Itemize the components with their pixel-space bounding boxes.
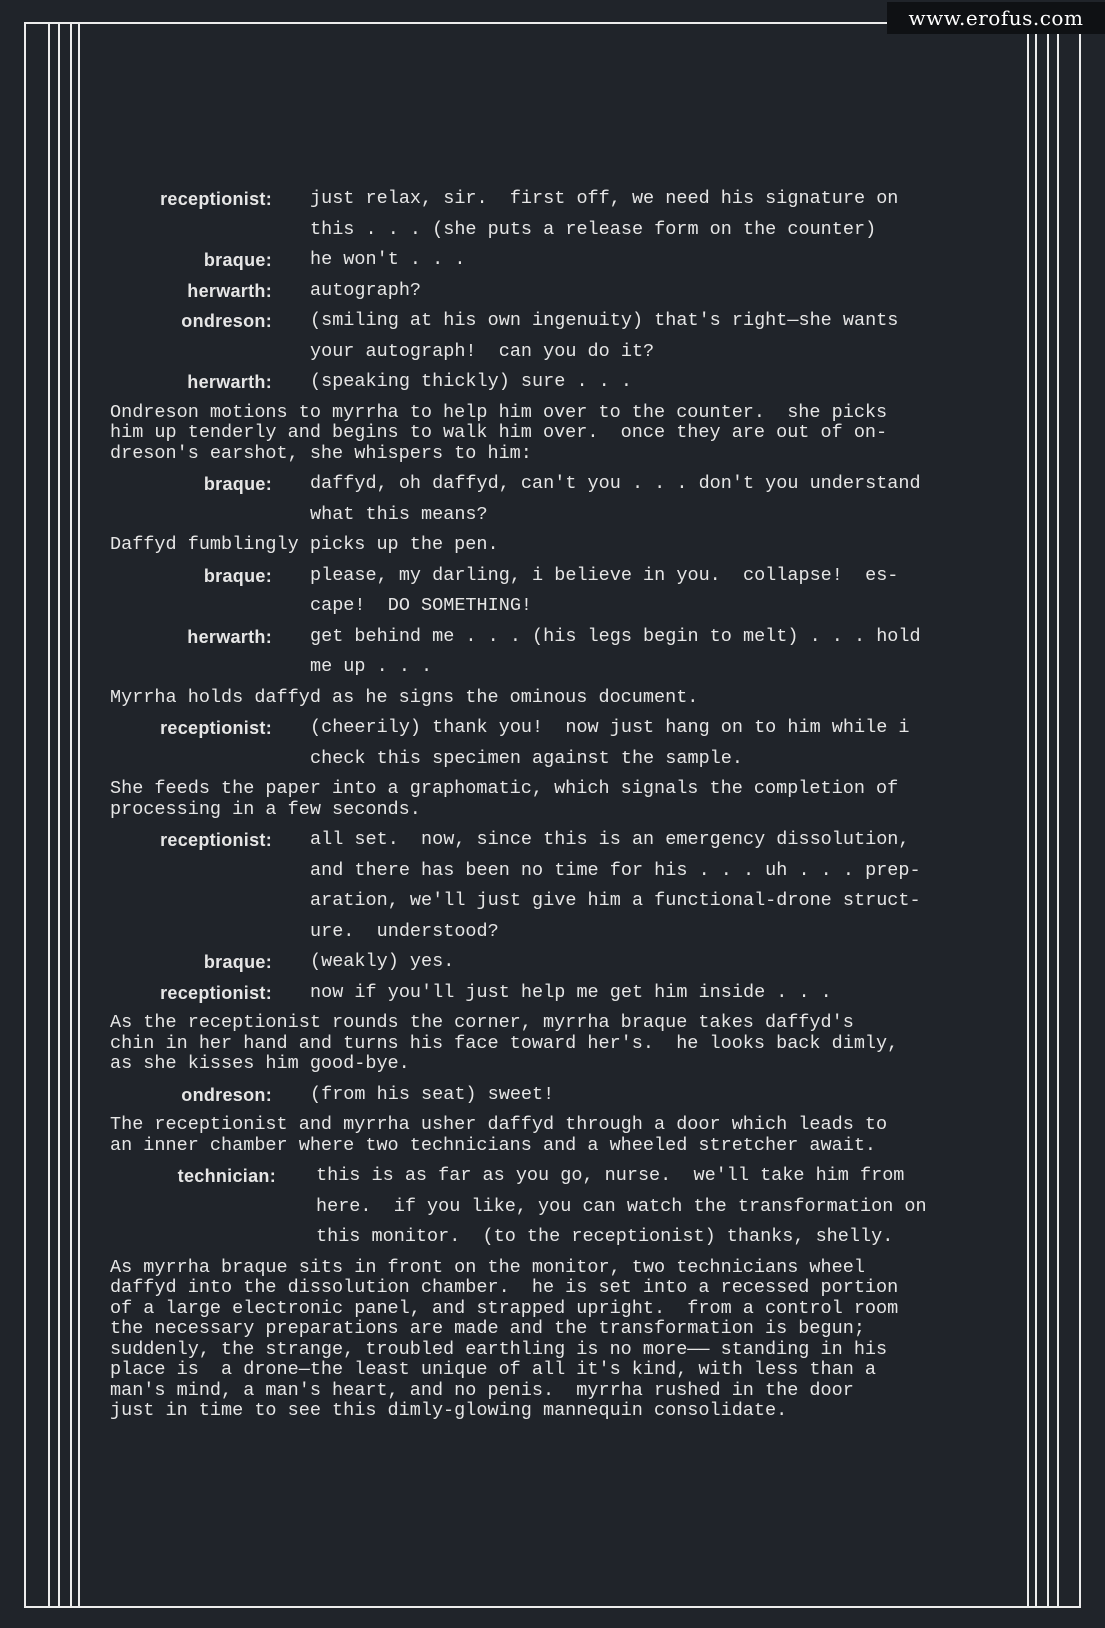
dialogue-text: this . . . (she puts a release form on the counter) xyxy=(310,218,877,240)
script-body xyxy=(110,184,1004,1427)
narration-paragraph: She feeds the paper into a graphomatic, which signals the completion of processing in a few seconds. xyxy=(110,778,899,820)
narration-paragraph: As the receptionist rounds the corner, myrrha braque takes daffyd's chin in her hand and turns his face toward her's. he looks back dimly, as she kisses him good-bye. xyxy=(110,1012,899,1074)
left-rule xyxy=(58,22,60,1608)
dialogue-text: cape! DO SOMETHING! xyxy=(310,595,533,616)
dialogue-line xyxy=(110,1222,1004,1253)
narration-paragraph: Daffyd fumblingly picks up the pen. xyxy=(110,534,499,555)
dialogue-line xyxy=(110,825,1004,856)
dialogue-line xyxy=(110,886,1004,917)
narration-paragraph: Myrrha holds daffyd as he signs the ominous document. xyxy=(110,686,699,708)
speaker-name: braque: xyxy=(203,952,272,972)
dialogue-text: all set. now, since this is an emergency dissolution, xyxy=(310,829,910,850)
speaker-name: herwarth: xyxy=(187,280,272,301)
speaker-name xyxy=(110,856,272,887)
dialogue-line xyxy=(110,245,1004,276)
speaker-name xyxy=(110,917,272,948)
dialogue-line xyxy=(110,947,1004,978)
dialogue-line xyxy=(110,184,1004,215)
dialogue-text: get behind me . . . (his legs begin to melt) . . . hold xyxy=(310,625,921,647)
speaker-name xyxy=(110,1192,276,1223)
narration-paragraph: Ondreson motions to myrrha to help him over to the counter. she picks him up tenderly and begins to walk him over. once they are out of on- dreson's earshot, she whispers to him: xyxy=(110,401,888,464)
dialogue-text: ure. understood? xyxy=(310,920,499,942)
speaker-name xyxy=(110,652,272,683)
speaker-name xyxy=(110,591,272,622)
narration-paragraph: As myrrha braque sits in front on the monitor, two technicians wheel daffyd into the dissolution chamber. he is set into a recessed portion of a large electronic panel, and strapped upright. from a control room the necessary preparations are made and the transformation is begun; suddenly, the strange, troubled earthling is no more—— standing in his place is a drone—the least unique of all it's kind, with less than a man's mind, a man's heart, and no penis. myrrha rushed in the door just in time to see this dimly-glowing mannequin consolidate. xyxy=(110,1256,899,1421)
dialogue-text: he won't . . . xyxy=(310,249,466,270)
speaker-name: braque: xyxy=(203,474,272,494)
right-rule xyxy=(1027,22,1029,1608)
dialogue-text: (cheerily) thank you! now just hang on to him while i xyxy=(310,717,910,738)
dialogue-text: this monitor. (to the receptionist) thanks, shelly. xyxy=(316,1226,894,1247)
dialogue-line xyxy=(110,337,1004,368)
dialogue-text: and there has been no time for his . . . uh . . . prep- xyxy=(310,859,921,881)
dialogue-text: aration, we'll just give him a functional-drone struct- xyxy=(310,890,921,911)
left-rule xyxy=(48,22,50,1608)
dialogue-line xyxy=(110,744,1004,775)
dialogue-text: please, my darling, i believe in you. collapse! es- xyxy=(310,564,899,586)
dialogue-text: now if you'll just help me get him inside . . . xyxy=(310,981,832,1003)
speaker-name xyxy=(110,744,272,775)
left-rule xyxy=(70,22,72,1608)
dialogue-line xyxy=(110,276,1004,307)
speaker-name: herwarth: xyxy=(187,626,272,647)
dialogue-text: this is as far as you go, nurse. we'll take him from xyxy=(316,1165,905,1186)
dialogue-text: autograph? xyxy=(310,279,422,301)
speaker-name: braque: xyxy=(203,250,272,270)
dialogue-text: just relax, sir. first off, we need his signature on xyxy=(310,188,899,209)
dialogue-line xyxy=(110,1192,1004,1223)
dialogue-line xyxy=(110,1080,1004,1111)
dialogue-line xyxy=(110,306,1004,337)
dialogue-line xyxy=(110,622,1004,653)
right-rule xyxy=(1035,22,1037,1608)
dialogue-line xyxy=(110,917,1004,948)
narration-paragraph: The receptionist and myrrha usher daffyd through a door which leads to an inner chamber where two technicians and a wheeled stretcher await. xyxy=(110,1114,888,1156)
dialogue-line xyxy=(110,652,1004,683)
dialogue-text: (from his seat) sweet! xyxy=(310,1083,555,1105)
speaker-name: receptionist: xyxy=(160,982,272,1003)
dialogue-text: me up . . . xyxy=(310,656,433,677)
dialogue-text: what this means? xyxy=(310,503,488,525)
speaker-name xyxy=(110,337,272,368)
speaker-name: herwarth: xyxy=(187,372,272,392)
dialogue-text: (smiling at his own ingenuity) that's right—she wants xyxy=(310,310,899,331)
dialogue-line xyxy=(110,561,1004,592)
speaker-name: receptionist: xyxy=(160,189,272,209)
speaker-name xyxy=(110,500,272,531)
speaker-name: receptionist: xyxy=(160,718,272,738)
speaker-name xyxy=(110,886,272,917)
dialogue-line xyxy=(110,978,1004,1009)
speaker-name: ondreson: xyxy=(181,1084,272,1105)
dialogue-text: check this specimen against the sample. xyxy=(310,747,743,769)
dialogue-text: your autograph! can you do it? xyxy=(310,340,655,362)
dialogue-line xyxy=(110,856,1004,887)
dialogue-line xyxy=(110,713,1004,744)
dialogue-line xyxy=(110,215,1004,246)
speaker-name: ondreson: xyxy=(181,311,272,331)
speaker-name: receptionist: xyxy=(160,830,272,850)
right-rule xyxy=(1057,22,1059,1608)
dialogue-line xyxy=(110,469,1004,500)
dialogue-line xyxy=(110,500,1004,531)
dialogue-text: daffyd, oh daffyd, can't you . . . don't you understand xyxy=(310,473,921,494)
dialogue-line xyxy=(110,1161,1004,1192)
dialogue-text: here. if you like, you can watch the transformation on xyxy=(316,1195,927,1217)
dialogue-line xyxy=(110,591,1004,622)
dialogue-text: (weakly) yes. xyxy=(310,951,455,972)
left-rule xyxy=(78,22,80,1608)
speaker-name xyxy=(110,215,272,246)
right-rule xyxy=(1047,22,1049,1608)
dialogue-text: (speaking thickly) sure . . . xyxy=(310,371,632,392)
speaker-name: braque: xyxy=(203,565,272,586)
dialogue-line xyxy=(110,367,1004,398)
watermark: www.erofus.com xyxy=(887,2,1105,34)
speaker-name xyxy=(110,1222,276,1253)
speaker-name: technician: xyxy=(177,1166,276,1186)
